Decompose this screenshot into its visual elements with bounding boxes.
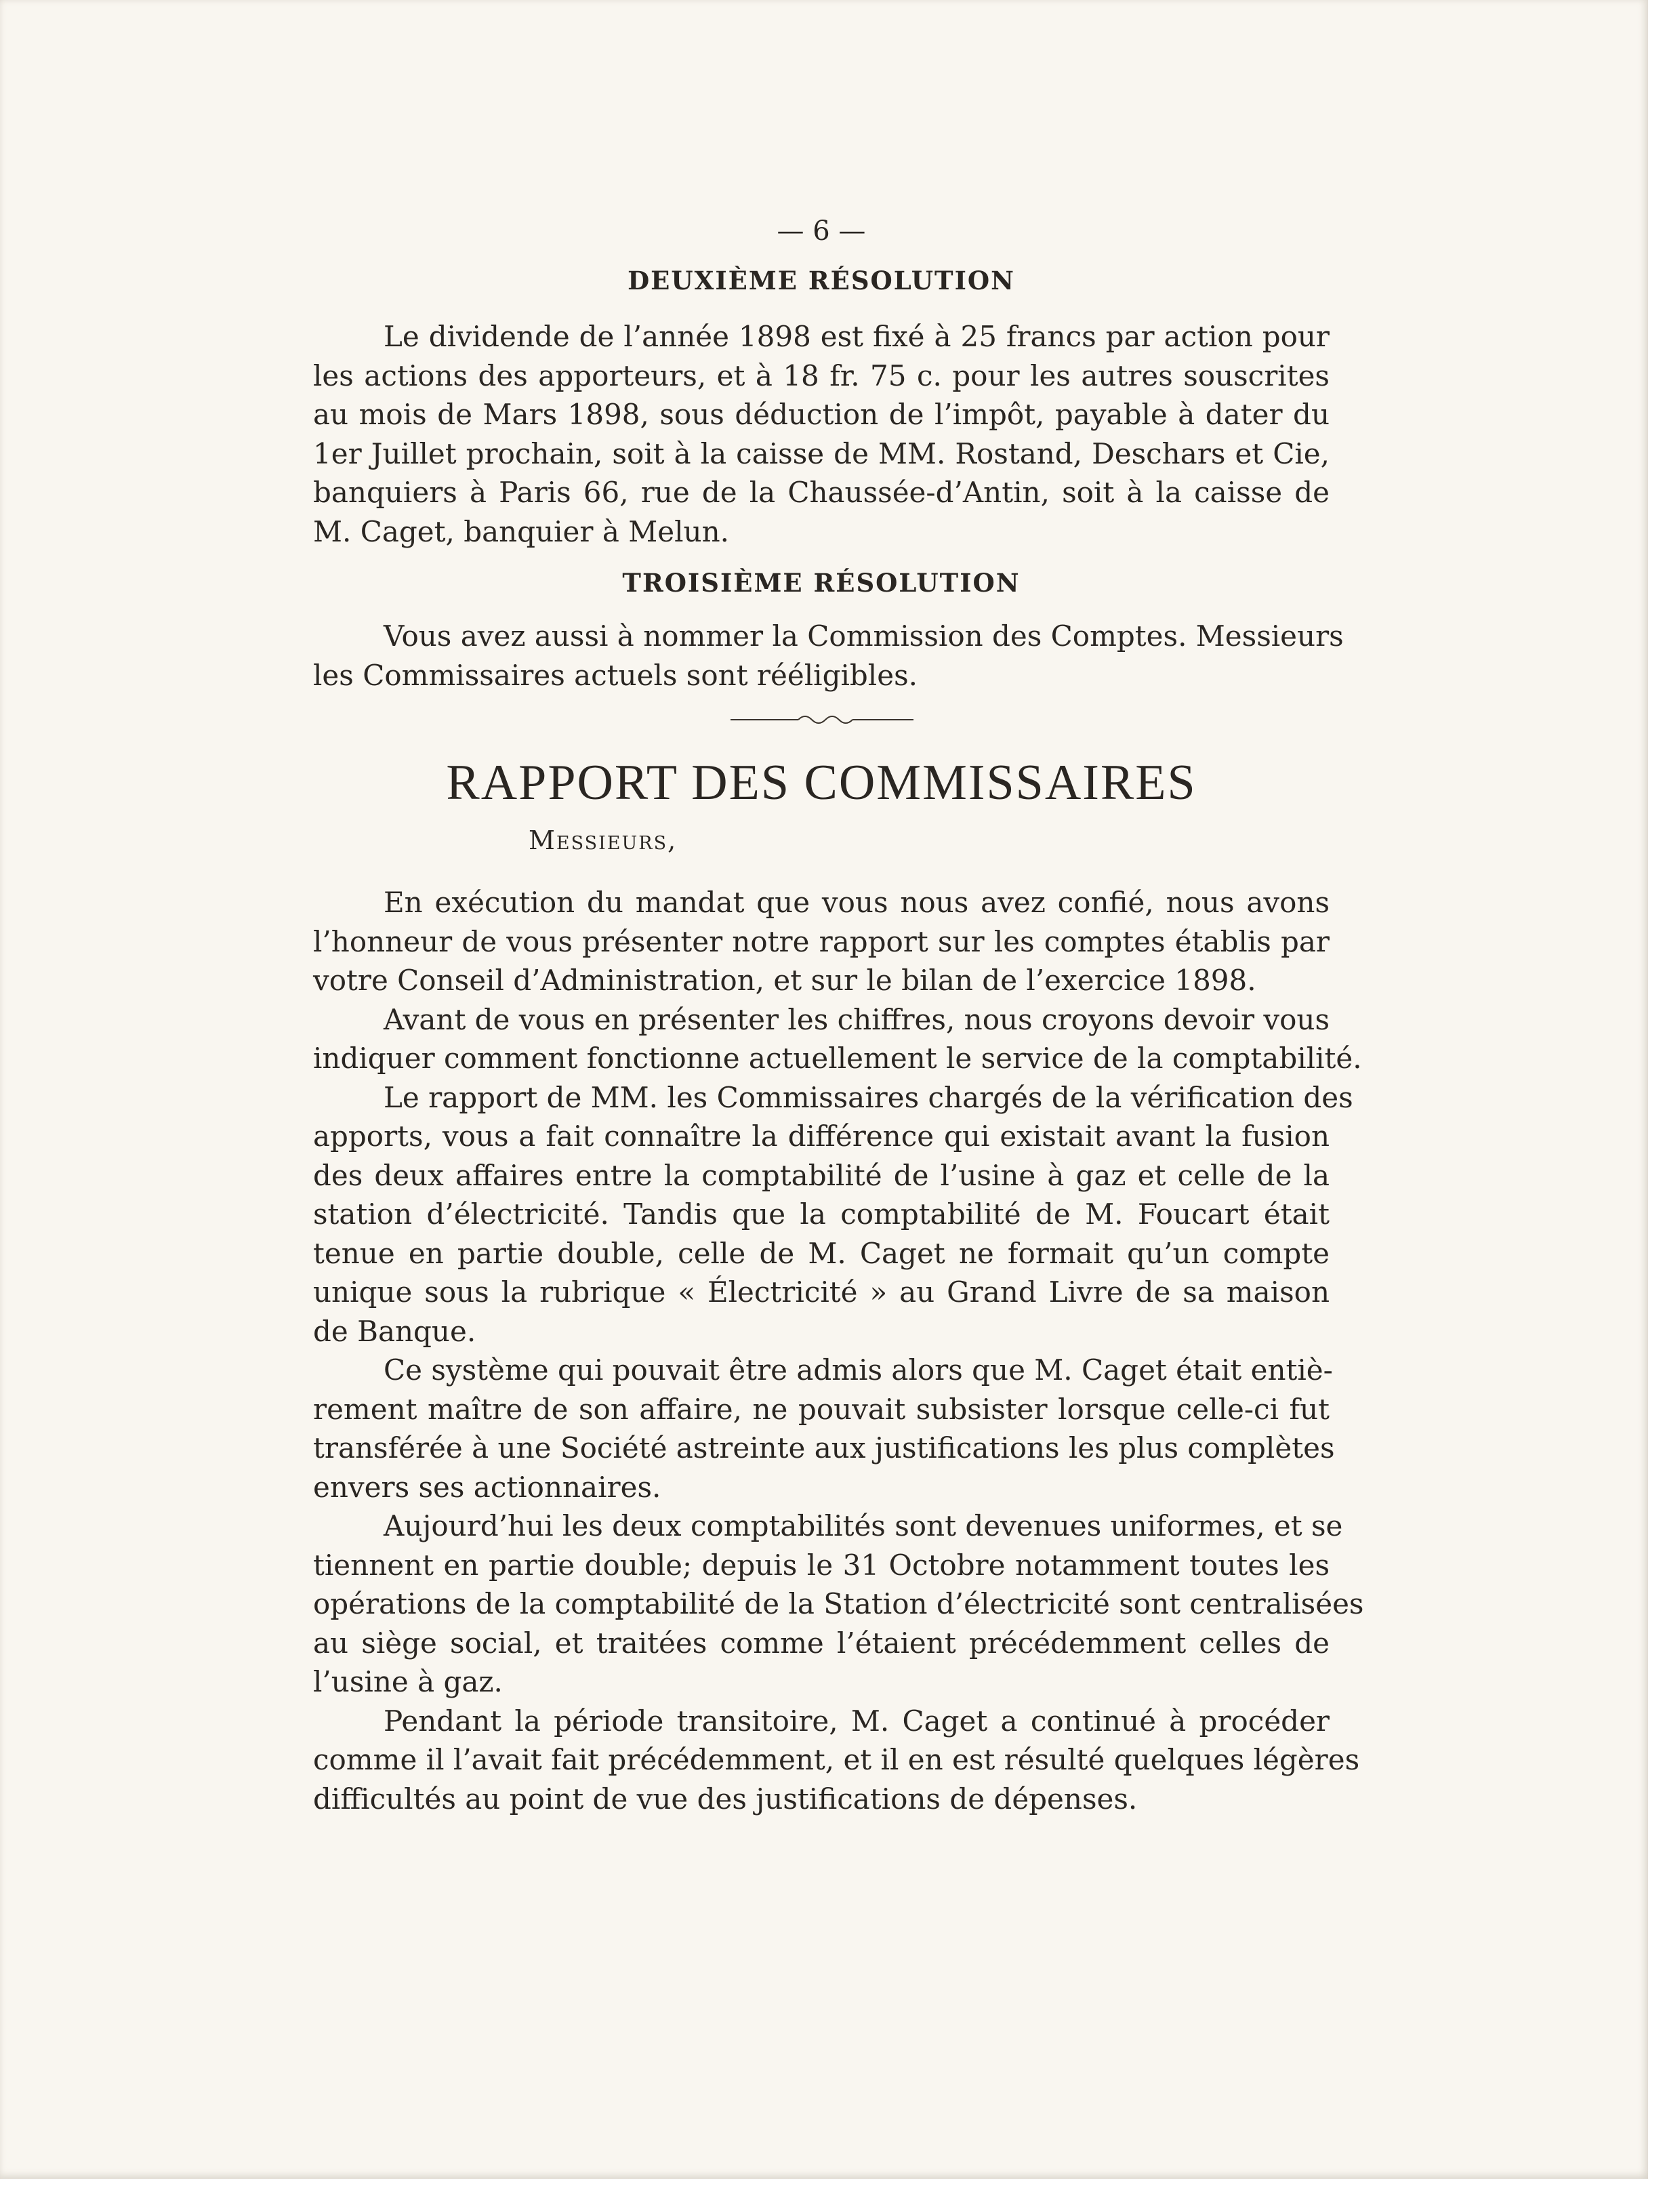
text-line: de Banque.	[313, 1314, 476, 1348]
text-line: Avant de vous en présenter les chiffres, nous croyons devoir vous	[384, 1002, 1330, 1036]
page-number: — 6 —	[777, 216, 866, 247]
paragraph-troisieme-resolution	[313, 617, 1344, 695]
text-line: tenue en partie double, celle de M. Caget ne formait qu’un compte	[313, 1236, 1330, 1270]
text-line: M. Caget, banquier à Melun.	[313, 514, 729, 548]
text-line: les actions des apporteurs, et à 18 fr. 75 c. pour les autres souscrites	[313, 359, 1330, 392]
text-line: l’usine à gaz.	[313, 1665, 503, 1698]
text-line: envers ses actionnaires.	[313, 1470, 661, 1504]
ornament-divider	[731, 712, 913, 728]
text-line: Le rapport de MM. les Commissaires chargés de la vérification des	[384, 1080, 1353, 1114]
text-line: comme il l’avait fait précédemment, et il en est résulté quelques légères	[313, 1743, 1360, 1776]
text-line: unique sous la rubrique « Électricité » au Grand Livre de sa maison	[313, 1275, 1330, 1309]
text-line: l’honneur de vous présenter notre rapport sur les comptes établis par	[313, 924, 1330, 958]
report-title: RAPPORT DES COMMISSAIRES	[446, 755, 1197, 811]
text-line: Aujourd’hui les deux comptabilités sont devenues uniformes, et se	[384, 1509, 1343, 1542]
text-line: tiennent en partie double; depuis le 31 Octobre notamment toutes les	[313, 1548, 1330, 1582]
text-line: des deux affaires entre la comptabilité de l’usine à gaz et celle de la	[313, 1158, 1330, 1192]
text-line: difficultés au point de vue des justifications de dépenses.	[313, 1782, 1138, 1816]
text-line: indiquer comment fonctionne actuellement le service de la comptabilité.	[313, 1042, 1362, 1075]
text-line: 1er Juillet prochain, soit à la caisse de MM. Rostand, Deschars et Cie,	[313, 436, 1330, 470]
text-line: Pendant la période transitoire, M. Caget a continué à procéder	[384, 1704, 1330, 1738]
text-line: station d’électricité. Tandis que la comptabilité de M. Foucart était	[313, 1197, 1330, 1231]
text-line: En exécution du mandat que vous nous avez confié, nous avons	[384, 886, 1330, 919]
text-line: Vous avez aussi à nommer la Commission des Comptes. Messieurs	[384, 619, 1344, 653]
text-line: transférée à une Société astreinte aux justifications les plus complètes	[313, 1431, 1335, 1465]
text-line: au mois de Mars 1898, sous déduction de l’impôt, payable à dater du	[313, 398, 1330, 431]
text-line: Ce système qui pouvait être admis alors que M. Caget était entiè-	[384, 1353, 1333, 1387]
text-line: rement maître de son affaire, ne pouvait subsister lorsque celle-ci fut	[313, 1392, 1330, 1426]
text-line: banquiers à Paris 66, rue de la Chaussée-d’Antin, soit à la caisse de	[313, 476, 1330, 509]
paragraph-deuxieme-resolution	[313, 317, 1330, 551]
text-line: Le dividende de l’année 1898 est fixé à 25 francs par action pour	[384, 320, 1330, 353]
report-body	[313, 883, 1364, 1818]
salutation: Messieurs,	[529, 825, 678, 855]
text-line: au siège social, et traitées comme l’étaient précédemment celles de	[313, 1626, 1330, 1660]
text-line: les Commissaires actuels sont rééligibles.	[313, 658, 918, 692]
text-line: opérations de la comptabilité de la Station d’électricité sont centralisées	[313, 1587, 1364, 1620]
heading-deuxieme-resolution: DEUXIÈME RÉSOLUTION	[628, 266, 1015, 295]
text-line: apports, vous a fait connaître la différence qui existait avant la fusion	[313, 1120, 1330, 1153]
text-line: votre Conseil d’Administration, et sur le bilan de l’exercice 1898.	[313, 964, 1256, 997]
heading-troisieme-resolution: TROISIÈME RÉSOLUTION	[622, 568, 1021, 598]
